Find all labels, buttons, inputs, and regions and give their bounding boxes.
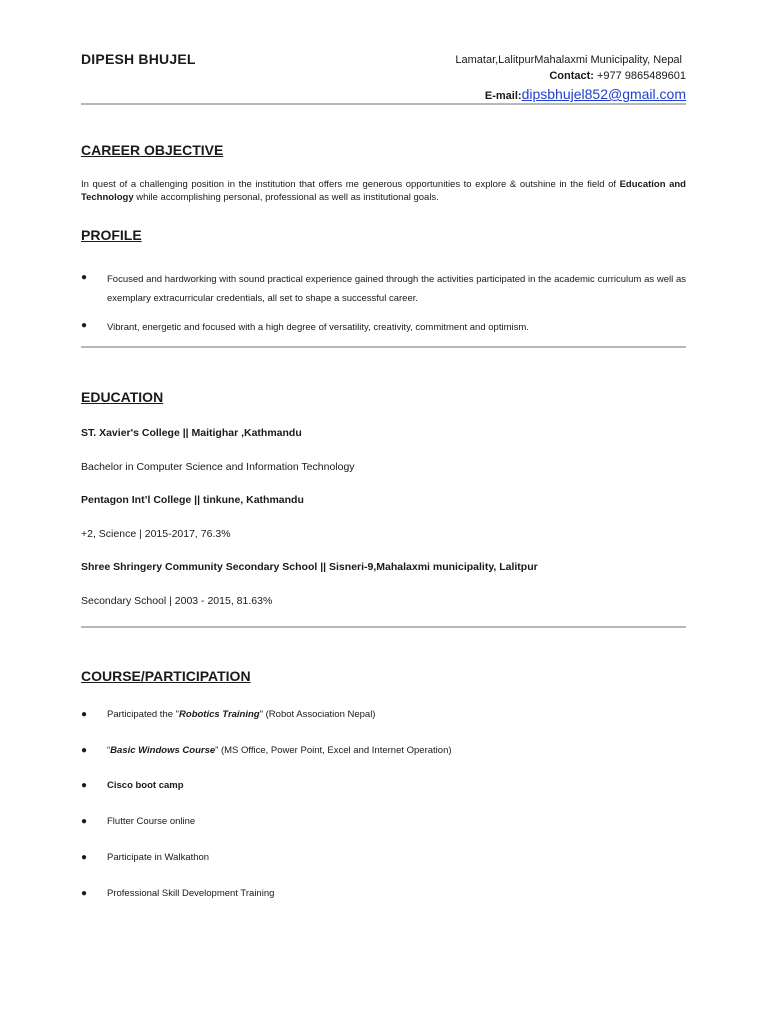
course-item: Flutter Course online <box>107 816 196 827</box>
education-heading: EDUCATION <box>81 389 164 405</box>
bullet-icon: ● <box>81 320 88 331</box>
contact-line <box>549 70 686 82</box>
profile-item: Vibrant, energetic and focused with a high degree of versatility, creativity, commitment and optimism. <box>107 322 529 333</box>
career-objective-text: In quest of a challenging position in the institution that offers me generous opportunities to explore & outshine in the field of Education and Technology while accomplishing personal, professional as well as institutional goals. <box>81 179 686 203</box>
career-objective-heading: CAREER OBJECTIVE <box>81 142 224 158</box>
bullet-icon: ● <box>81 745 88 756</box>
education-detail: Bachelor in Computer Science and Information Technology <box>81 461 355 473</box>
profile-heading: PROFILE <box>81 227 142 243</box>
course-item: Cisco boot camp <box>107 780 184 791</box>
education-school: Shree Shringery Community Secondary School || Sisneri-9,Mahalaxmi municipality, Lalitpur <box>81 561 538 573</box>
bullet-icon: ● <box>81 709 88 720</box>
divider <box>81 103 686 105</box>
education-school: Pentagon Int’l College || tinkune, Kathmandu <box>81 494 304 506</box>
course-item: Participated the "Robotics Training" (Robot Association Nepal) <box>107 709 376 720</box>
profile-item: Focused and hardworking with sound practical experience gained through the activities participated in the academic curriculum as well as exemplary extracurricular credentials, all set to shape a successful career. <box>107 274 686 304</box>
course-item: “Basic Windows Course” (MS Office, Power Point, Excel and Internet Operation) <box>107 745 452 756</box>
bullet-icon: ● <box>81 816 88 827</box>
email-label: E-mail: <box>484 90 522 102</box>
email-link[interactable]: dipsbhujel852@gmail.com <box>521 86 686 102</box>
bullet-icon: ● <box>81 272 88 283</box>
contact-phone: +977 9865489601 <box>593 70 686 82</box>
education-detail: Secondary School | 2003 - 2015, 81.63% <box>81 595 273 607</box>
education-detail: +2, Science | 2015-2017, 76.3% <box>81 528 231 540</box>
email-line <box>485 86 686 102</box>
bullet-icon: ● <box>81 888 88 899</box>
course-item: Professional Skill Development Training <box>107 888 275 899</box>
divider <box>81 346 686 348</box>
bullet-icon: ● <box>81 852 88 863</box>
contact-label: Contact: <box>549 70 594 82</box>
course-participation-heading: COURSE/PARTICIPATION <box>81 668 251 684</box>
candidate-name: DIPESH BHUJEL <box>81 51 196 67</box>
education-school: ST. Xavier's College || Maitighar ,Kathmandu <box>81 427 302 439</box>
address: Lamatar,LalitpurMahalaxmi Municipality, Nepal <box>455 54 682 66</box>
divider <box>81 626 686 628</box>
course-item: Participate in Walkathon <box>107 852 210 863</box>
bullet-icon: ● <box>81 780 88 791</box>
